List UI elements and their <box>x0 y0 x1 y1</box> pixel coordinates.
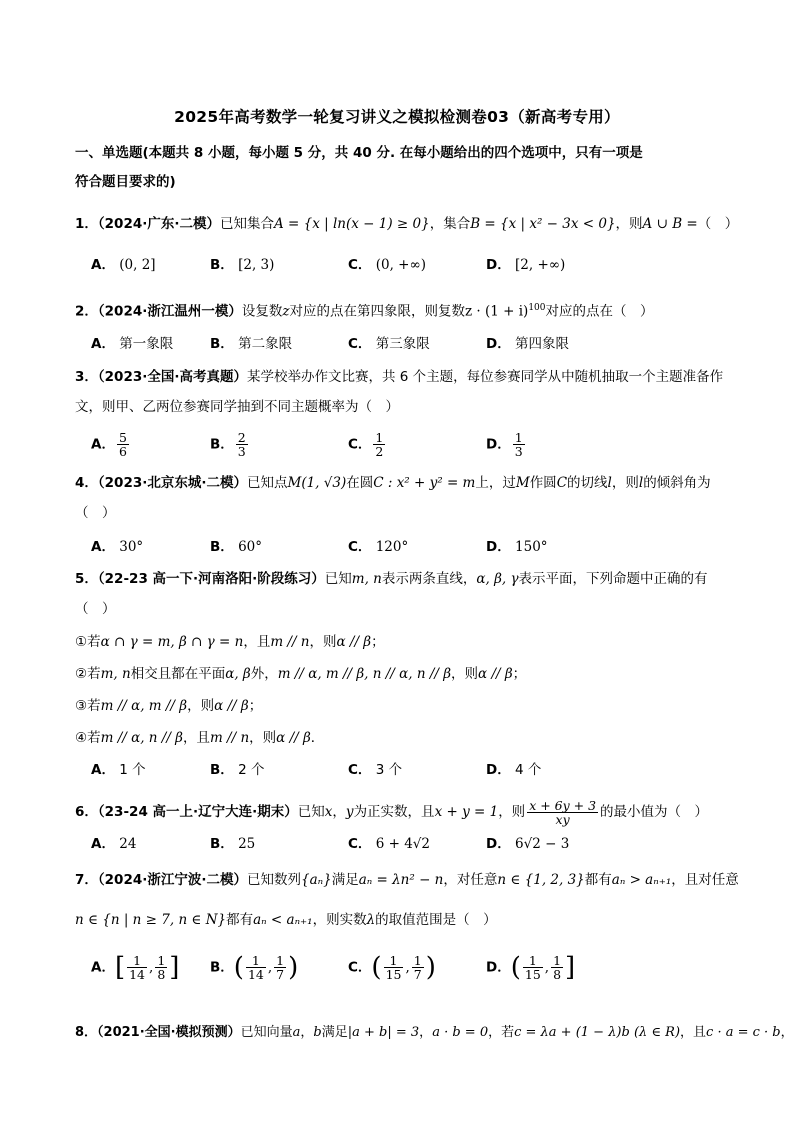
fraction <box>551 954 563 981</box>
statement-1 <box>75 632 385 652</box>
question-text: ， <box>780 1025 794 1040</box>
option-label: D． <box>486 257 511 273</box>
close-bracket: ] <box>565 952 576 983</box>
fraction <box>274 954 286 981</box>
option-a[interactable] <box>91 431 131 458</box>
question-3 <box>75 367 723 387</box>
fraction <box>155 954 167 981</box>
option-value: 1 个 <box>119 762 146 778</box>
variable-l: l <box>638 475 644 491</box>
question-source: （23-24 高一上·辽宁大连·期末） <box>97 804 298 820</box>
option-label: B． <box>210 336 234 352</box>
question-text: ，则 <box>615 216 643 232</box>
option-label: B． <box>210 959 234 976</box>
option-d[interactable] <box>486 537 548 557</box>
numerator: 1 <box>413 953 422 968</box>
numerator: 5 <box>118 430 127 445</box>
fraction <box>523 954 543 981</box>
option-value: 30° <box>119 539 144 555</box>
option-d[interactable] <box>486 954 575 981</box>
section-heading-line1: 一、单选题(本题共 8 小题，每小题 5 分，共 40 分. 在每小题给出的四个选项中，只有一项是 <box>75 145 643 161</box>
option-label: D． <box>486 959 511 976</box>
question-source: （2024·浙江温州一模） <box>97 303 242 320</box>
denominator: 6 <box>118 444 127 459</box>
statement-text: ，则 <box>187 698 215 714</box>
option-value: 第四象限 <box>515 336 570 352</box>
option-d[interactable] <box>486 834 569 854</box>
denominator: xy <box>555 811 570 827</box>
statement-text: ，且 <box>243 634 271 650</box>
question-number: 5． <box>75 571 98 587</box>
statement-marker: ①若 <box>75 634 101 650</box>
question-text: 满足 <box>321 1025 348 1040</box>
question-text: 满足 <box>331 872 359 888</box>
question-number: 8． <box>75 1025 98 1040</box>
condition-set: n ∈ {n | n ≥ 7, n ∈ N} <box>75 912 227 928</box>
open-bracket: [ <box>114 952 126 983</box>
option-a[interactable] <box>91 537 143 557</box>
option-value: [2, +∞) <box>515 257 566 273</box>
denominator: 2 <box>375 444 384 459</box>
separator: , <box>544 959 550 976</box>
option-value: [2, 3) <box>238 257 275 273</box>
option-label: D． <box>486 539 511 555</box>
question-8 <box>75 1023 794 1043</box>
open-bracket: ( <box>510 952 521 983</box>
condition-set: n ∈ {1, 2, 3} <box>497 872 585 888</box>
question-text: ，则 <box>611 475 639 491</box>
question-text: 为正实数，且 <box>353 804 435 820</box>
question-text: 都有 <box>584 872 612 888</box>
statement-marker: ③若 <box>75 698 101 714</box>
question-source: （2023·北京东城·二模） <box>97 475 247 491</box>
denominator: 8 <box>553 967 562 982</box>
option-a[interactable] <box>91 954 179 981</box>
option-c[interactable] <box>348 760 402 780</box>
option-label: B． <box>210 836 234 852</box>
option-label: A． <box>91 436 115 453</box>
question-text: 在圆 <box>346 475 374 491</box>
question-number: 3． <box>75 369 98 385</box>
math-expression: m // n <box>209 730 250 746</box>
math-expression: m // α, m // β, n // α, n // β <box>277 666 452 682</box>
question-7 <box>75 870 739 890</box>
lines-mn: m, n <box>351 571 382 587</box>
circle-equation: C : x² + y² = m <box>373 475 476 491</box>
option-value: (0, 2] <box>119 257 156 273</box>
set-b: B = {x | x² − 3x < 0} <box>470 216 616 232</box>
question-text: 的倾斜角为 <box>643 475 711 491</box>
option-d[interactable] <box>486 255 565 275</box>
question-text: ，若 <box>488 1025 515 1040</box>
numerator: 1 <box>553 953 562 968</box>
point-m: M(1, √3) <box>287 475 347 491</box>
vector-condition: c · a = c · b <box>706 1025 781 1040</box>
option-label: A． <box>91 959 115 976</box>
math-expression: α ∩ γ = m, β ∩ γ = n <box>100 634 244 650</box>
option-value: 2 个 <box>238 762 265 778</box>
exponent: 100 <box>528 303 546 313</box>
answer-blank: （ ） <box>697 216 739 232</box>
option-value: 第二象限 <box>238 336 293 352</box>
question-number: 7． <box>75 872 98 888</box>
option-value: 120° <box>375 539 409 555</box>
option-value: 3 个 <box>375 762 403 778</box>
option-d[interactable] <box>486 760 541 780</box>
question-number: 1． <box>75 216 98 232</box>
sequence: {aₙ} <box>301 872 332 888</box>
variable-l: l <box>607 475 612 491</box>
variable-x: x <box>324 804 333 820</box>
fraction <box>384 954 404 981</box>
option-label: B． <box>210 257 234 273</box>
option-label: C． <box>348 836 372 852</box>
fraction <box>513 431 525 458</box>
denominator: 7 <box>276 967 285 982</box>
fraction <box>236 431 248 458</box>
math-expression: m // α, n // β <box>100 730 183 746</box>
statement-marker: ④若 <box>75 730 101 746</box>
section-heading-line2: 符合题目要求的) <box>75 174 176 190</box>
math-expression: α // β <box>276 730 311 746</box>
numerator: 1 <box>514 430 523 445</box>
answer-blank: （ ） <box>75 601 116 617</box>
option-label: A． <box>91 836 115 852</box>
numerator: 2 <box>237 430 246 445</box>
question-text: 表示平面，下列命题中正确的有 <box>518 571 708 587</box>
fraction <box>127 954 147 981</box>
option-label: C． <box>348 336 372 352</box>
option-label: D． <box>486 836 511 852</box>
fraction <box>246 954 266 981</box>
option-d[interactable] <box>486 334 569 354</box>
numerator: x + 6y + 3 <box>529 797 597 813</box>
vector-definition: c = λa + (1 − λ)b (λ ∈ R) <box>514 1025 681 1040</box>
separator: , <box>267 959 273 976</box>
variable-lambda: λ <box>366 912 376 928</box>
question-text: 已知向量 <box>240 1025 293 1040</box>
question-source: （22-23 高一下·河南洛阳·阶段练习） <box>97 571 325 587</box>
question-7-line2 <box>75 910 497 930</box>
math-expression: m // n <box>270 634 310 650</box>
option-label: A． <box>91 336 115 352</box>
planes-abg: α, β, γ <box>476 571 519 587</box>
option-label: A． <box>91 762 115 778</box>
statement-text: ； <box>512 666 527 682</box>
option-b[interactable] <box>210 255 274 275</box>
question-5 <box>75 569 708 589</box>
option-value: 第三象限 <box>375 336 430 352</box>
question-6 <box>75 797 708 827</box>
option-b[interactable] <box>210 334 292 354</box>
question-3-line2: 文，则甲、乙两位参赛同学抽到不同主题概率为（ ） <box>75 399 399 415</box>
statement-marker: ②若 <box>75 666 101 682</box>
option-b[interactable] <box>210 431 250 458</box>
variable-y: y <box>345 804 354 820</box>
question-text: ，集合 <box>429 216 471 232</box>
option-value: 6 + 4√2 <box>375 836 430 852</box>
statement-text: ，且 <box>182 730 210 746</box>
statement-4 <box>75 728 324 748</box>
inequality: aₙ < aₙ₊₁ <box>253 912 313 928</box>
statement-text: ，则 <box>249 730 277 746</box>
separator: , <box>405 959 410 976</box>
vector-b: b <box>313 1025 322 1040</box>
numerator: 1 <box>523 954 543 968</box>
question-2 <box>75 298 654 322</box>
math-expression: α // β <box>214 698 249 714</box>
variable-m: M <box>515 475 530 491</box>
fraction <box>412 954 424 981</box>
page-title: 2025年高考数学一轮复习讲义之模拟检测卷03（新高考专用） <box>174 108 620 126</box>
question-source: （2024·广东·二模） <box>97 216 220 232</box>
vector-condition: a · b = 0 <box>432 1025 489 1040</box>
numerator: 1 <box>384 954 404 968</box>
option-label: A． <box>91 257 115 273</box>
question-text: 已知点 <box>247 475 288 491</box>
denominator: 15 <box>385 967 402 982</box>
statement-2 <box>75 664 526 684</box>
answer-blank: （ ） <box>75 505 116 521</box>
option-a[interactable] <box>91 834 136 854</box>
open-bracket: ( <box>371 952 382 983</box>
statement-text: ，则 <box>309 634 337 650</box>
denominator: 15 <box>524 967 541 982</box>
question-4 <box>75 473 711 493</box>
variable-c: C <box>556 475 568 491</box>
numerator: 1 <box>246 954 266 968</box>
math-expression: m // α, m // β <box>100 698 188 714</box>
question-text: ， <box>332 804 346 820</box>
question-text: 对应的点在第四象限，则复数 <box>289 303 465 320</box>
option-a[interactable] <box>91 760 146 780</box>
open-bracket: ( <box>233 952 244 983</box>
question-text: 都有 <box>226 912 254 928</box>
fraction <box>527 799 598 826</box>
statement-text: ； <box>248 698 263 714</box>
option-a[interactable] <box>91 255 156 275</box>
option-c[interactable] <box>348 255 426 275</box>
option-a[interactable] <box>91 334 173 354</box>
math-expression: m, n <box>100 666 131 682</box>
math-expression: α // β <box>478 666 513 682</box>
numerator: 1 <box>375 430 384 445</box>
question-source: （2024·浙江宁波·二模） <box>97 872 247 888</box>
question-text: ， <box>300 1025 314 1040</box>
option-label: B． <box>210 436 234 453</box>
option-c[interactable] <box>348 431 387 458</box>
denominator: 7 <box>413 967 422 982</box>
statement-text: 外， <box>250 666 278 682</box>
union-expression: A ∪ B = <box>642 216 698 232</box>
question-text: ，且 <box>680 1025 707 1040</box>
question-number: 4． <box>75 475 98 491</box>
vector-a: a <box>292 1025 301 1040</box>
statement-text: ，则 <box>451 666 479 682</box>
question-1 <box>75 214 738 234</box>
option-label: C． <box>348 959 372 976</box>
question-source: （2023·全国·高考真题） <box>97 369 247 385</box>
numerator: 1 <box>127 954 147 968</box>
question-text: ，则实数 <box>312 912 367 928</box>
option-b[interactable] <box>210 760 264 780</box>
denominator: 3 <box>514 444 523 459</box>
option-value: 150° <box>515 539 548 555</box>
inequality: aₙ > aₙ₊₁ <box>611 872 672 888</box>
option-d[interactable] <box>486 431 527 458</box>
question-text: 作圆 <box>529 475 557 491</box>
question-text: 已知 <box>297 804 325 820</box>
numerator: 1 <box>157 953 166 968</box>
statement-text: ； <box>371 634 385 650</box>
question-number: 2． <box>75 303 98 320</box>
question-text: ，则 <box>498 804 526 820</box>
variable-z: z <box>282 303 290 320</box>
separator: , <box>149 959 154 976</box>
statement-3 <box>75 696 262 716</box>
complex-expression: z · (1 + i) <box>464 303 529 320</box>
question-text: 对应的点在（ ） <box>545 303 654 320</box>
math-expression: α, β <box>225 666 251 682</box>
option-label: C． <box>348 762 372 778</box>
option-label: B． <box>210 762 234 778</box>
option-value: 第一象限 <box>119 336 174 352</box>
option-b[interactable] <box>210 954 298 981</box>
question-text: ，且对任意 <box>671 872 739 888</box>
option-value: 60° <box>238 539 263 555</box>
question-text: ， <box>419 1025 433 1040</box>
math-expression: α // β <box>336 634 372 650</box>
statement-text: 相交且都在平面 <box>130 666 226 682</box>
question-text: 的最小值为（ ） <box>600 804 709 820</box>
fraction <box>117 431 129 458</box>
option-value: (0, +∞) <box>375 257 426 273</box>
question-text: 已知集合 <box>220 216 274 232</box>
vector-condition: |a + b| = 3 <box>347 1025 420 1040</box>
option-c[interactable] <box>348 334 430 354</box>
question-text: ，对任意 <box>443 872 498 888</box>
option-label: C． <box>348 257 372 273</box>
option-c[interactable] <box>348 954 436 981</box>
numerator: 1 <box>276 953 285 968</box>
option-label: A． <box>91 539 115 555</box>
option-b[interactable] <box>210 834 255 854</box>
option-c[interactable] <box>348 537 408 557</box>
option-label: B． <box>210 539 234 555</box>
question-text: 上，过 <box>475 475 516 491</box>
option-value: 25 <box>238 836 256 852</box>
denominator: 14 <box>247 967 264 982</box>
close-bracket: ) <box>425 952 436 983</box>
option-value: 24 <box>119 836 137 852</box>
option-label: C． <box>348 436 372 453</box>
statement-text: ． <box>310 730 325 746</box>
close-bracket: ] <box>169 952 180 983</box>
option-label: D． <box>486 762 511 778</box>
option-label: D． <box>486 436 511 453</box>
sequence-formula: aₙ = λn² − n <box>358 872 444 888</box>
option-value: 6√2 − 3 <box>515 836 570 852</box>
question-source: （2021·全国·模拟预测） <box>97 1025 241 1040</box>
question-text: 的取值范围是（ ） <box>375 912 497 928</box>
option-label: D． <box>486 336 511 352</box>
question-text: 的切线 <box>567 475 608 491</box>
fraction <box>373 431 385 458</box>
question-number: 6． <box>75 804 98 820</box>
option-c[interactable] <box>348 834 430 854</box>
set-a: A = {x | ln(x − 1) ≥ 0} <box>274 216 430 232</box>
option-label: C． <box>348 539 372 555</box>
question-text: 表示两条直线， <box>381 571 477 587</box>
option-value: 4 个 <box>515 762 542 778</box>
denominator: 14 <box>129 967 146 982</box>
question-text: 某学校举办作文比赛，共 6 个主题，每位参赛同学从中随机抽取一个主题准备作 <box>247 369 724 385</box>
denominator: 8 <box>157 967 166 982</box>
denominator: 3 <box>237 444 246 459</box>
question-text: 已知数列 <box>247 872 301 888</box>
question-text: 已知 <box>324 571 352 587</box>
close-bracket: ) <box>288 952 299 983</box>
constraint-expression: x + y = 1 <box>434 804 499 820</box>
question-text: 设复数 <box>241 303 283 320</box>
option-b[interactable] <box>210 537 262 557</box>
